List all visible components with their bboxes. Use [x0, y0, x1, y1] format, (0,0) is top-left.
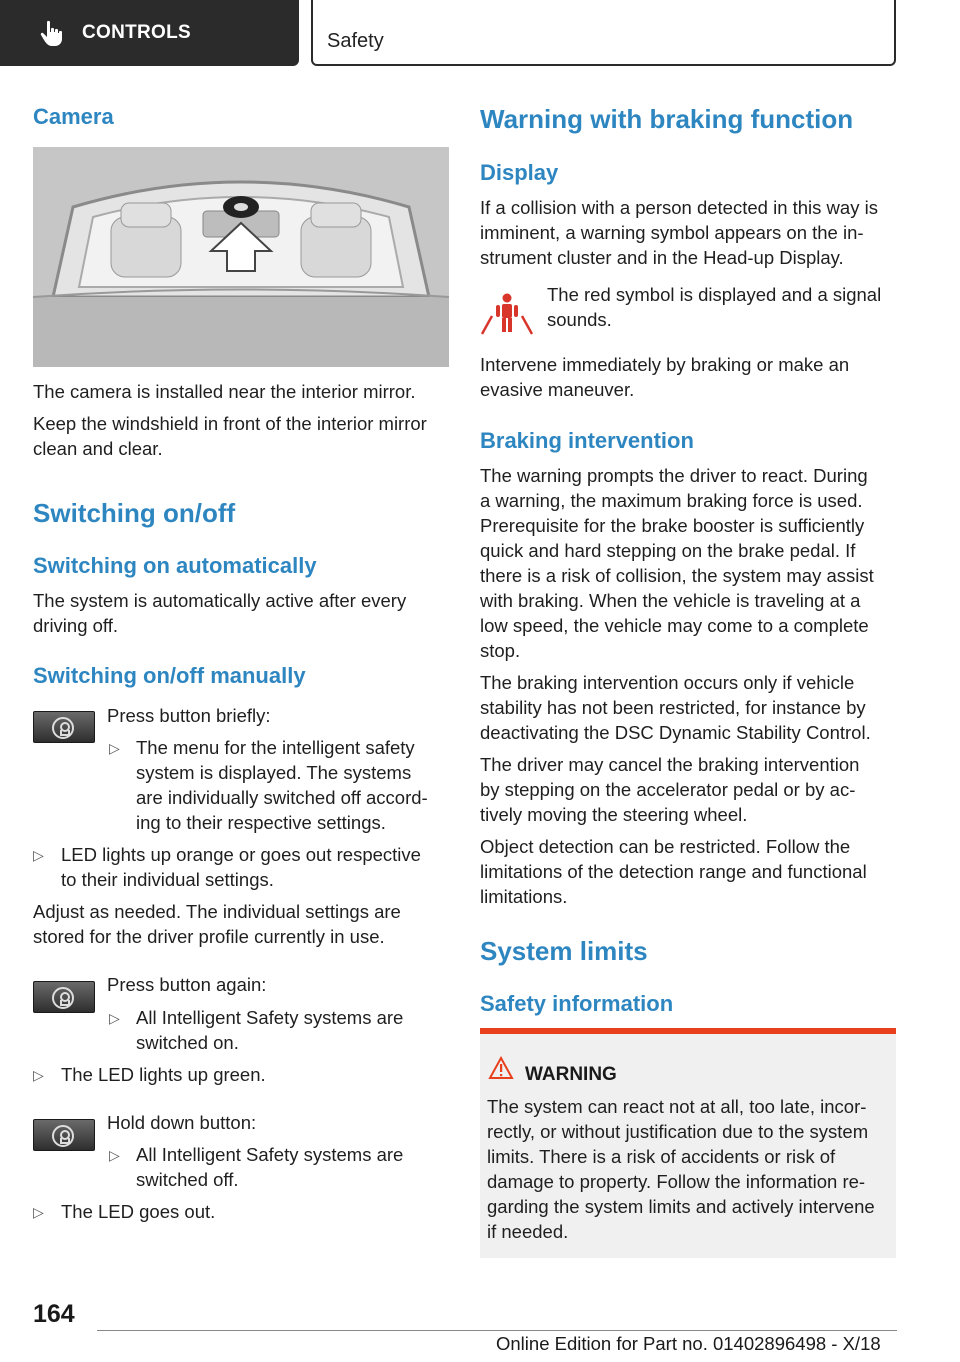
detection-line-3: limitations.: [480, 886, 568, 907]
display-line-2: imminent, a warning symbol appears on the in-: [480, 222, 864, 243]
press-again: Press button again:: [107, 974, 267, 995]
warning-triangle-icon: [488, 1056, 514, 1080]
auto-text-b: driving off.: [33, 615, 119, 636]
braking-line-4: quick and hard stepping on the brake pedal. If: [480, 540, 856, 561]
menu-line-2: system is displayed. The systems: [136, 762, 412, 783]
camera-text-2a: Keep the windshield in front of the interior mirror: [33, 413, 427, 434]
safety-button-image-1: [33, 711, 95, 743]
stability-line-1: The braking intervention occurs only if vehicle: [480, 672, 855, 693]
stability-line-3: deactivating the DSC Dynamic Stability Control.: [480, 722, 871, 743]
red-symbol-line-2: sounds.: [547, 309, 612, 330]
section-tab: [0, 0, 299, 66]
footer-edition: Online Edition for Part no. 01402896498 - X/18: [496, 1333, 881, 1354]
press-briefly: Press button briefly:: [107, 705, 271, 726]
braking-line-1: The warning prompts the driver to react. During: [480, 465, 868, 486]
warning-box: [480, 1028, 896, 1258]
braking-line-6: with braking. When the vehicle is traveling at a: [480, 590, 861, 611]
led-line-1: LED lights up orange or goes out respective: [61, 844, 421, 865]
warning-line-6: if needed.: [487, 1221, 569, 1242]
red-symbol-line-1: The red symbol is displayed and a signal: [547, 284, 882, 305]
display-line-1: If a collision with a person detected in this way is: [480, 197, 878, 218]
warning-title: WARNING: [525, 1064, 617, 1085]
bullet-triangle-icon: ▷: [33, 847, 44, 863]
camera-location-image: [33, 147, 449, 367]
on-line-2: switched on.: [136, 1032, 239, 1053]
page-number: 164: [33, 1300, 75, 1328]
intervene-line-1: Intervene immediately by braking or make an: [480, 354, 850, 375]
off-line-2: switched off.: [136, 1169, 239, 1190]
warning-line-2: rectly, or without justification due to the system: [487, 1121, 869, 1142]
detection-line-2: limitations of the detection range and functional: [480, 861, 867, 882]
warning-line-1: The system can react not at all, too late, incor-: [487, 1096, 867, 1117]
braking-line-3: Prerequisite for the brake booster is sufficiently: [480, 515, 865, 536]
menu-line-4: ing to their respective settings.: [136, 812, 386, 833]
manual-heading: Switching on/off manually: [33, 663, 306, 688]
off-line-1: All Intelligent Safety systems are: [136, 1144, 404, 1165]
braking-heading: Braking intervention: [480, 428, 694, 453]
braking-line-7: low speed, the vehicle may come to a complete: [480, 615, 869, 636]
adjust-line-2: stored for the driver profile currently in use.: [33, 926, 385, 947]
warning-line-4: damage to property. Follow the information re-: [487, 1171, 866, 1192]
on-line-1: All Intelligent Safety systems are: [136, 1007, 404, 1028]
camera-heading: Camera: [33, 104, 114, 129]
chapter-label: Safety: [327, 30, 384, 52]
safety-system-icon: [52, 717, 74, 739]
camera-text-1: The camera is installed near the interior mirror.: [33, 381, 416, 402]
safety-system-icon: [52, 1125, 74, 1147]
footer-divider: [97, 1330, 897, 1331]
detection-line-1: Object detection can be restricted. Follow the: [480, 836, 851, 857]
safety-button-image-2: [33, 981, 95, 1013]
warning-braking-heading: Warning with braking function: [480, 104, 854, 134]
camera-text-2b: clean and clear.: [33, 438, 163, 459]
adjust-line-1: Adjust as needed. The individual settings are: [33, 901, 401, 922]
bullet-triangle-icon: ▷: [109, 740, 120, 756]
stability-line-2: stability has not been restricted, for instance by: [480, 697, 866, 718]
led-green: The LED lights up green.: [61, 1064, 266, 1085]
display-line-3: strument cluster and in the Head-up Display.: [480, 247, 844, 268]
menu-line-3: are individually switched off accord-: [136, 787, 428, 808]
bullet-triangle-icon: ▷: [33, 1067, 44, 1083]
cancel-line-1: The driver may cancel the braking intervention: [480, 754, 860, 775]
auto-text-a: The system is automatically active after every: [33, 590, 407, 611]
hand-icon: [38, 18, 68, 48]
bullet-triangle-icon: ▷: [33, 1204, 44, 1220]
safety-button-image-3: [33, 1119, 95, 1151]
warning-line-3: limits. There is a risk of accidents or risk of: [487, 1146, 836, 1167]
section-label: CONTROLS: [82, 22, 192, 43]
bullet-triangle-icon: ▷: [109, 1010, 120, 1026]
warning-line-5: garding the system limits and actively intervene: [487, 1196, 875, 1217]
chapter-tab: [311, 0, 896, 66]
braking-line-8: stop.: [480, 640, 521, 661]
display-heading: Display: [480, 160, 559, 185]
switching-heading: Switching on/off: [33, 498, 236, 528]
system-limits-heading: System limits: [480, 936, 648, 966]
led-out: The LED goes out.: [61, 1201, 216, 1222]
braking-line-2: a warning, the maximum braking force is used.: [480, 490, 863, 511]
braking-line-5: there is a risk of collision, the system may assist: [480, 565, 874, 586]
hold-down: Hold down button:: [107, 1112, 257, 1133]
intervene-line-2: evasive maneuver.: [480, 379, 635, 400]
safety-system-icon: [52, 987, 74, 1009]
led-line-2: to their individual settings.: [61, 869, 274, 890]
auto-heading: Switching on automatically: [33, 553, 317, 578]
cancel-line-2: by stepping on the accelerator pedal or by ac-: [480, 779, 856, 800]
pedestrian-warning-icon: [480, 290, 534, 338]
car-interior-illustration: [33, 147, 449, 367]
safety-information-heading: Safety information: [480, 991, 674, 1016]
cancel-line-3: tively moving the steering wheel.: [480, 804, 748, 825]
bullet-triangle-icon: ▷: [109, 1147, 120, 1163]
menu-line-1: The menu for the intelligent safety: [136, 737, 415, 758]
page-header: [0, 0, 960, 66]
